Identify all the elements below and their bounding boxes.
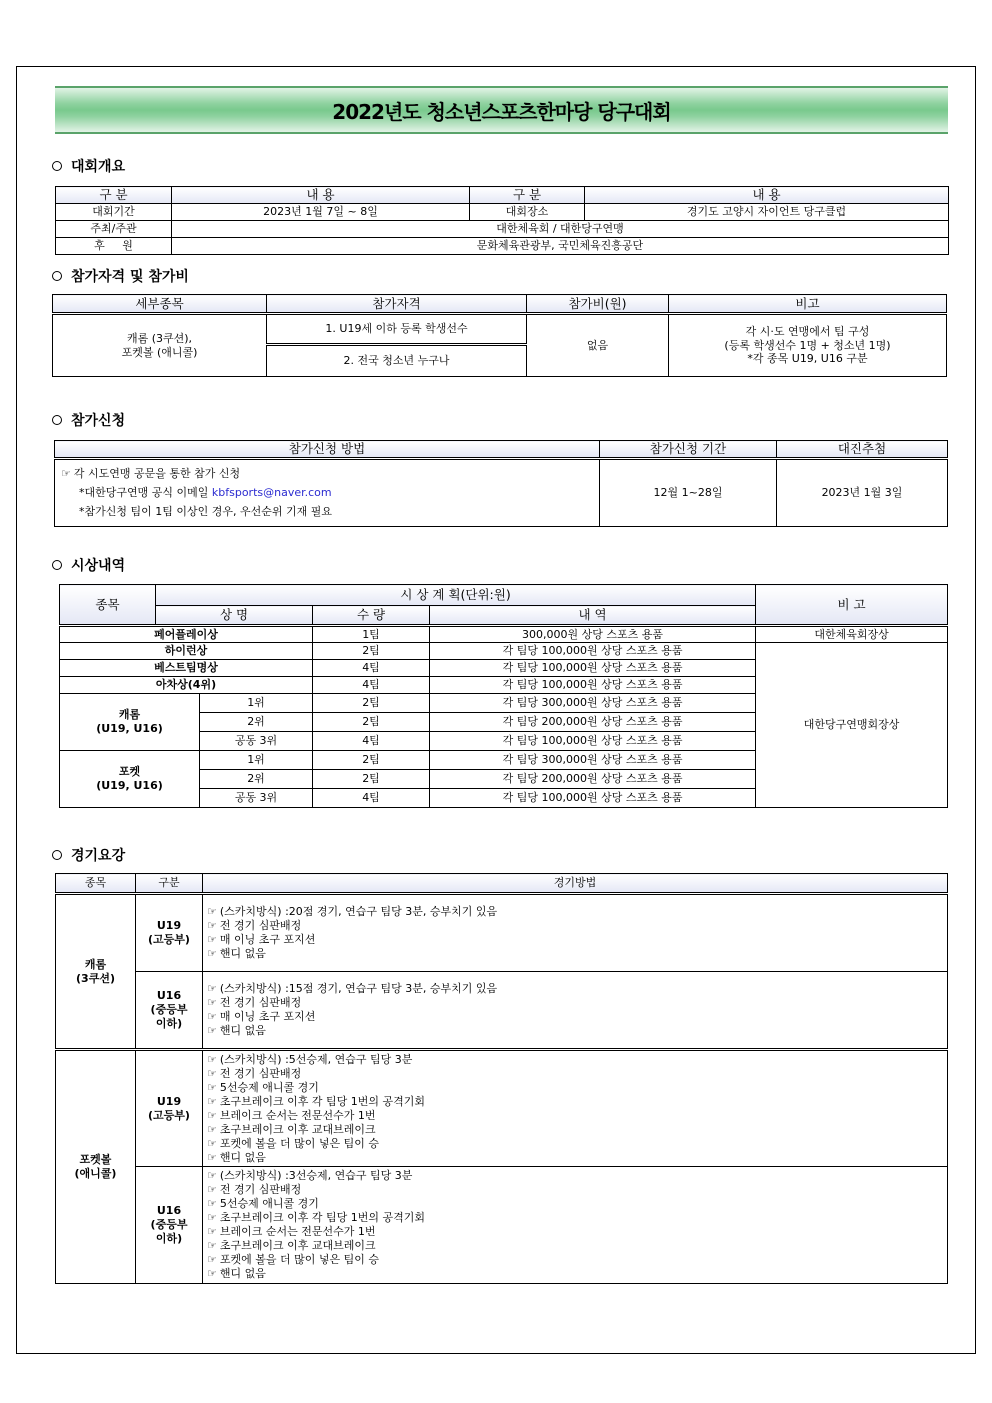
period-value: 2023년 1월 7일 ~ 8일 bbox=[172, 204, 470, 221]
pointing-hand-icon: ☞ bbox=[207, 1108, 217, 1122]
eligibility-note bbox=[669, 314, 947, 377]
event-line: 캐롬 (3쿠션), bbox=[126, 331, 193, 345]
pointing-hand-icon: ☞ bbox=[207, 1183, 217, 1196]
title-banner bbox=[55, 86, 948, 134]
pointing-hand-icon: ☞ bbox=[207, 1080, 217, 1094]
award-qty: 2팀 bbox=[313, 694, 430, 713]
pointing-hand-icon: ☞ bbox=[207, 982, 217, 995]
label-line: (고등부) bbox=[148, 1108, 190, 1122]
circle-bullet-icon bbox=[52, 161, 62, 171]
label-line: U19 bbox=[156, 919, 182, 933]
method-line: *대한당구연맹 공식 이메일 bbox=[79, 486, 209, 500]
pointing-hand-icon: ☞ bbox=[207, 1136, 217, 1150]
carom-award-label bbox=[60, 694, 200, 751]
award-qty: 2팀 bbox=[313, 643, 430, 660]
label-line: (U19, U16) bbox=[96, 779, 163, 792]
method-line: 초구브레이크 이후 각 팀당 1번의 공격기회 bbox=[219, 1094, 425, 1108]
label-line: 캐롬 bbox=[118, 708, 141, 722]
pointing-hand-icon: ☞ bbox=[207, 1239, 217, 1252]
label-line: U16 bbox=[156, 989, 182, 1003]
award-detail: 각 팀당 100,000원 상당 스포츠 용품 bbox=[430, 643, 756, 660]
award-place: 공동 3위 bbox=[200, 732, 313, 751]
award-name: 아차상(4위) bbox=[60, 677, 313, 694]
award-detail: 각 팀당 300,000원 상당 스포츠 용품 bbox=[430, 751, 756, 770]
carom-u19-method bbox=[203, 894, 948, 972]
pointing-hand-icon: ☞ bbox=[207, 1267, 217, 1280]
label-line: 캐롬 bbox=[84, 957, 107, 971]
overview-header: 구 분 bbox=[470, 187, 585, 204]
pointing-hand-icon: ☞ bbox=[207, 1253, 217, 1266]
award-note: 대한체육회장상 bbox=[756, 626, 948, 643]
method-line: 매 이닝 초구 포지션 bbox=[219, 1010, 316, 1023]
overview-header: 내 용 bbox=[172, 187, 470, 204]
pointing-hand-icon: ☞ bbox=[207, 947, 217, 960]
note-line: 각 시·도 연맹에서 팀 구성 bbox=[745, 324, 870, 338]
method-line: 핸디 없음 bbox=[219, 1150, 266, 1164]
section-application bbox=[52, 410, 125, 430]
award-detail: 각 팀당 100,000원 상당 스포츠 용품 bbox=[430, 677, 756, 694]
application-period: 12월 1~28일 bbox=[600, 458, 777, 526]
section-heading: 참가자격 및 참가비 bbox=[71, 269, 189, 285]
method-line: 브레이크 순서는 전문선수가 1번 bbox=[219, 1108, 376, 1122]
section-eligibility bbox=[52, 266, 189, 286]
overview-header: 구 분 bbox=[56, 187, 172, 204]
circle-bullet-icon bbox=[52, 271, 62, 281]
application-header: 참가신청 방법 bbox=[55, 441, 600, 459]
awards-header-plan: 시 상 계 획(단위:원) bbox=[156, 585, 756, 606]
label-line: (애니콜) bbox=[74, 1167, 117, 1180]
pocket-rules-label bbox=[56, 1050, 136, 1284]
division-u19 bbox=[136, 894, 203, 972]
label-line: (U19, U16) bbox=[96, 722, 163, 735]
circle-bullet-icon bbox=[52, 560, 62, 570]
award-detail: 각 팀당 100,000원 상당 스포츠 용품 bbox=[430, 789, 756, 808]
method-line: 포켓에 볼을 더 많이 넣은 팀이 승 bbox=[219, 1253, 379, 1266]
method-line: 5선승제 애니콜 경기 bbox=[219, 1080, 319, 1094]
method-line: 전 경기 심판배정 bbox=[219, 996, 302, 1009]
method-line: 전 경기 심판배정 bbox=[219, 1066, 302, 1080]
method-line: (스카치방식) :20점 경기, 연습구 팀당 3분, 승부치기 있음 bbox=[219, 905, 498, 918]
award-detail: 300,000원 상당 스포츠 용품 bbox=[430, 626, 756, 643]
eligibility-header: 비고 bbox=[669, 295, 947, 314]
qualification-2: 2. 전국 청소년 누구나 bbox=[267, 345, 527, 377]
eligibility-header: 세부종목 bbox=[53, 295, 267, 314]
label-line: 포켓 bbox=[118, 765, 141, 779]
period-label: 대회기간 bbox=[56, 204, 172, 221]
page-title: 2022년도 청소년스포츠한마당 당구대회 bbox=[332, 99, 671, 124]
method-line: 초구브레이크 이후 교대브레이크 bbox=[219, 1122, 376, 1136]
section-rules bbox=[52, 845, 125, 865]
label-line: U16 bbox=[156, 1204, 182, 1218]
circle-bullet-icon bbox=[52, 850, 62, 860]
method-line: 전 경기 심판배정 bbox=[219, 1183, 302, 1196]
pointing-hand-icon: ☞ bbox=[207, 919, 217, 932]
circle-bullet-icon bbox=[52, 415, 62, 425]
method-line: 초구브레이크 이후 교대브레이크 bbox=[219, 1239, 376, 1252]
pointing-hand-icon: ☞ bbox=[207, 1052, 217, 1066]
label-line: (고등부) bbox=[148, 933, 190, 946]
method-line: 매 이닝 초구 포지션 bbox=[219, 933, 316, 946]
awards-header-qty: 수 량 bbox=[313, 606, 430, 626]
event-line: 포켓볼 (애니콜) bbox=[121, 345, 198, 359]
carom-rules-label bbox=[56, 894, 136, 1050]
award-qty: 2팀 bbox=[313, 751, 430, 770]
method-line: 포켓에 볼을 더 많이 넣은 팀이 승 bbox=[219, 1136, 379, 1150]
eligibility-header: 참가비(원) bbox=[527, 295, 669, 314]
award-place: 2위 bbox=[200, 770, 313, 789]
label-line: 이하) bbox=[155, 1016, 183, 1030]
method-line: 브레이크 순서는 전문선수가 1번 bbox=[219, 1225, 376, 1238]
pointing-hand-icon: ☞ bbox=[61, 467, 71, 481]
division-u19 bbox=[136, 1050, 203, 1167]
method-line: 핸디 없음 bbox=[219, 1024, 266, 1037]
note-line: (등록 학생선수 1명 + 청소년 1명) bbox=[724, 338, 891, 352]
awards-header-detail: 내 역 bbox=[430, 606, 756, 626]
label-line: (3쿠션) bbox=[76, 971, 115, 985]
entry-fee: 없음 bbox=[527, 314, 669, 377]
award-place: 1위 bbox=[200, 751, 313, 770]
award-place: 2위 bbox=[200, 713, 313, 732]
method-line: *참가신청 팀이 1팀 이상인 경우, 우선순위 기재 필요 bbox=[79, 505, 332, 519]
email-link[interactable]: kbfsports@naver.com bbox=[211, 486, 332, 500]
label-line: 포켓볼 bbox=[79, 1153, 112, 1167]
venue-label: 대회장소 bbox=[470, 204, 585, 221]
method-line: 각 시도연맹 공문을 통한 참가 신청 bbox=[73, 467, 241, 481]
award-detail: 각 팀당 100,000원 상당 스포츠 용품 bbox=[430, 660, 756, 677]
award-qty: 2팀 bbox=[313, 713, 430, 732]
rules-header: 경기방법 bbox=[203, 874, 948, 894]
awards-header-name: 상 명 bbox=[156, 606, 313, 626]
pointing-hand-icon: ☞ bbox=[207, 996, 217, 1009]
pointing-hand-icon: ☞ bbox=[207, 1211, 217, 1224]
award-detail: 각 팀당 100,000원 상당 스포츠 용품 bbox=[430, 732, 756, 751]
application-method bbox=[55, 458, 600, 526]
pointing-hand-icon: ☞ bbox=[207, 1150, 217, 1164]
division-u16 bbox=[136, 1167, 203, 1284]
award-name: 베스트팀명상 bbox=[60, 660, 313, 677]
award-group-note: 대한당구연맹회장상 bbox=[756, 643, 948, 808]
pocket-award-label bbox=[60, 751, 200, 808]
method-line: 핸디 없음 bbox=[219, 1267, 266, 1280]
method-line: (스카치방식) :15점 경기, 연습구 팀당 3분, 승부치기 있음 bbox=[219, 982, 498, 995]
method-line: 5선승제 애니콜 경기 bbox=[219, 1197, 319, 1210]
application-table bbox=[54, 440, 948, 527]
pocket-u19-method bbox=[203, 1050, 948, 1167]
overview-header: 내 용 bbox=[585, 187, 949, 204]
pointing-hand-icon: ☞ bbox=[207, 1066, 217, 1080]
pointing-hand-icon: ☞ bbox=[207, 933, 217, 946]
rules-table bbox=[55, 873, 948, 1284]
awards-header-note: 비 고 bbox=[756, 585, 948, 626]
sponsor-label: 후 원 bbox=[56, 238, 172, 255]
award-qty: 4팀 bbox=[313, 677, 430, 694]
pocket-u16-method bbox=[203, 1167, 948, 1284]
award-name: 하이런상 bbox=[60, 643, 313, 660]
award-place: 공동 3위 bbox=[200, 789, 313, 808]
draw-date: 2023년 1월 3일 bbox=[777, 458, 948, 526]
host-label: 주최/주관 bbox=[56, 221, 172, 238]
pointing-hand-icon: ☞ bbox=[207, 1197, 217, 1210]
application-header: 참가신청 기간 bbox=[600, 441, 777, 459]
overview-table bbox=[55, 186, 949, 255]
method-line: (스카치방식) :5선승제, 연습구 팀당 3분 bbox=[219, 1052, 413, 1066]
sponsor-value: 문화체육관광부, 국민체육진흥공단 bbox=[172, 238, 949, 255]
pointing-hand-icon: ☞ bbox=[207, 1169, 217, 1182]
pointing-hand-icon: ☞ bbox=[207, 1094, 217, 1108]
section-heading: 참가신청 bbox=[71, 413, 126, 429]
section-heading: 시상내역 bbox=[71, 558, 126, 574]
method-line: 초구브레이크 이후 각 팀당 1번의 공격기회 bbox=[219, 1211, 425, 1224]
pointing-hand-icon: ☞ bbox=[207, 1024, 217, 1037]
section-heading: 경기요강 bbox=[71, 848, 126, 864]
awards-header-event: 종목 bbox=[60, 585, 156, 626]
award-detail: 각 팀당 300,000원 상당 스포츠 용품 bbox=[430, 694, 756, 713]
award-detail: 각 팀당 200,000원 상당 스포츠 용품 bbox=[430, 770, 756, 789]
host-value: 대한체육회 / 대한당구연맹 bbox=[172, 221, 949, 238]
application-header: 대진추첨 bbox=[777, 441, 948, 459]
pointing-hand-icon: ☞ bbox=[207, 1122, 217, 1136]
label-line: (중등부 bbox=[150, 1218, 188, 1232]
pointing-hand-icon: ☞ bbox=[207, 905, 217, 918]
award-qty: 4팀 bbox=[313, 732, 430, 751]
section-heading: 대회개요 bbox=[71, 159, 126, 175]
qualification-1: 1. U19세 이하 등록 학생선수 bbox=[267, 314, 527, 345]
eligibility-event bbox=[53, 314, 267, 377]
label-line: 이하) bbox=[155, 1231, 183, 1245]
award-place: 1위 bbox=[200, 694, 313, 713]
awards-table bbox=[59, 584, 948, 808]
section-overview bbox=[52, 156, 125, 176]
rules-header: 구분 bbox=[136, 874, 203, 894]
eligibility-table bbox=[52, 294, 947, 377]
award-name: 페어플레이상 bbox=[60, 626, 313, 643]
carom-u16-method bbox=[203, 972, 948, 1050]
pointing-hand-icon: ☞ bbox=[207, 1010, 217, 1023]
venue-value: 경기도 고양시 자이언트 당구클럽 bbox=[585, 204, 949, 221]
section-awards bbox=[52, 555, 125, 575]
award-qty: 2팀 bbox=[313, 770, 430, 789]
award-qty: 4팀 bbox=[313, 660, 430, 677]
eligibility-header: 참가자격 bbox=[267, 295, 527, 314]
method-line: 전 경기 심판배정 bbox=[219, 919, 302, 932]
label-line: U19 bbox=[156, 1094, 182, 1108]
label-line: (중등부 bbox=[150, 1003, 188, 1017]
award-qty: 1팀 bbox=[313, 626, 430, 643]
method-line: (스카치방식) :3선승제, 연습구 팀당 3분 bbox=[219, 1169, 413, 1182]
pointing-hand-icon: ☞ bbox=[207, 1225, 217, 1238]
division-u16 bbox=[136, 972, 203, 1050]
note-line: *각 종목 U19, U16 구분 bbox=[747, 352, 868, 366]
method-line: 핸디 없음 bbox=[219, 947, 266, 960]
rules-header: 종목 bbox=[56, 874, 136, 894]
award-qty: 4팀 bbox=[313, 789, 430, 808]
award-detail: 각 팀당 200,000원 상당 스포츠 용품 bbox=[430, 713, 756, 732]
